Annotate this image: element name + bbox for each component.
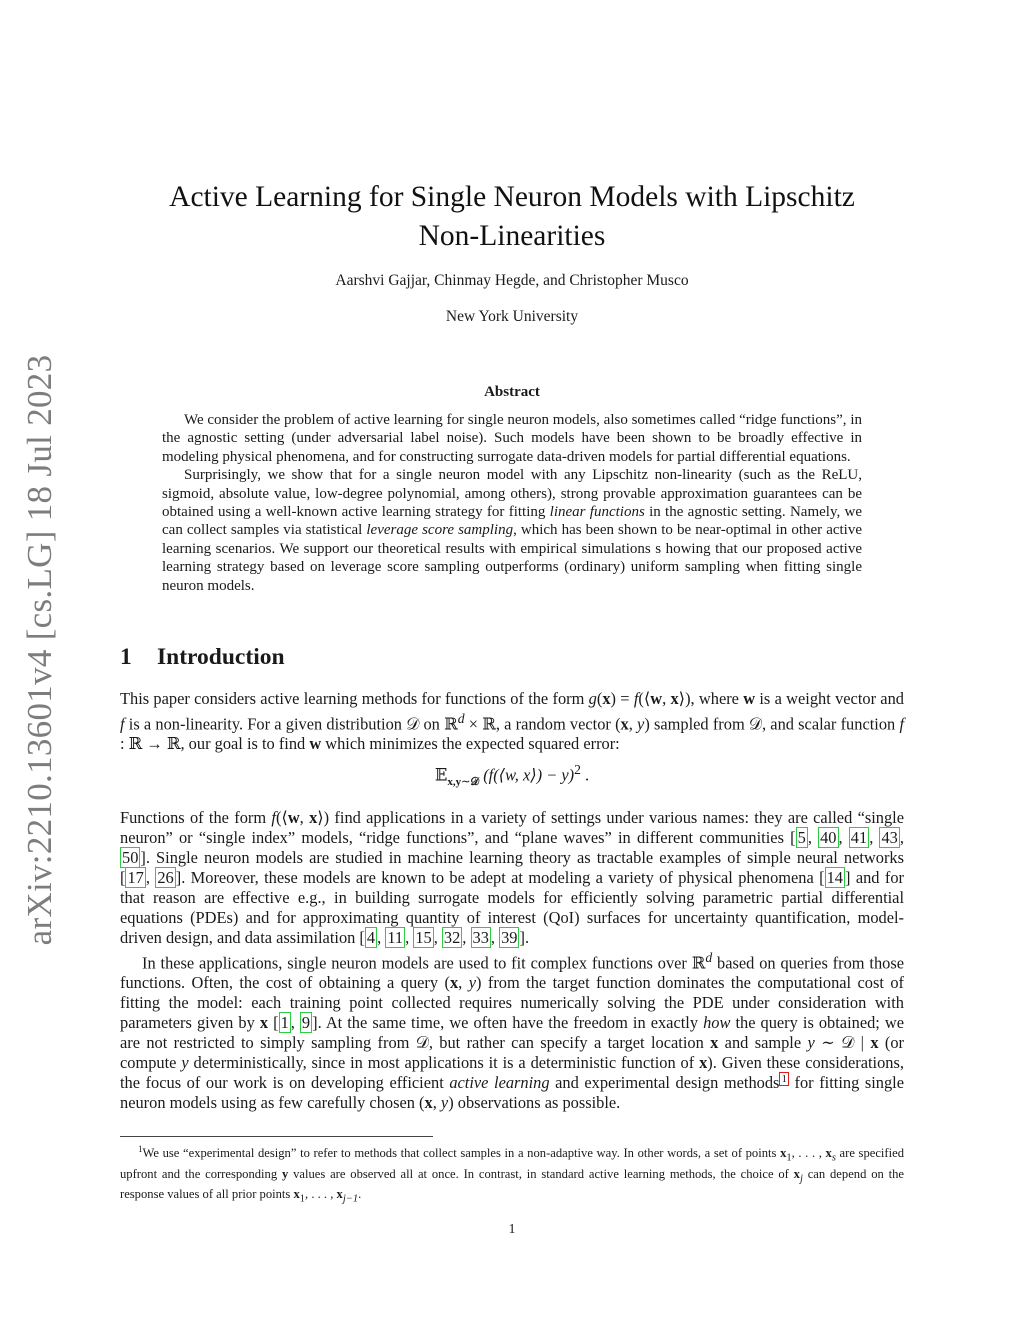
citation-link[interactable]: 1: [280, 1013, 289, 1033]
abstract-paragraph-2: Surprisingly, we show that for a single neuron model with any Lipschitz non-linearity (such as the ReLU, sigmoid, absolute value, low-degree polynomial, among others), strong provable approximation guarantees can be obtained using a well-known active learning strategy for fitting linear functions in the agnostic setting. Namely, we can collect samples via statistical leverage score sampling, which has been shown to be near-optimal in other active learning scenarios. We support our theoretical results with empirical simulations s howing that our proposed active learning strategy based on leverage score sampling outperforms (ordinary) uniform sampling when fitting single neuron models.: [162, 467, 863, 594]
emph-linear-functions: linear functions: [549, 504, 645, 521]
intro-paragraph-2: Functions of the form f(⟨w, x⟩) find applications in a variety of settings under various names: they are called “single neuron” or “single index” models, “ridge functions”, and “plane waves” in different communities [ 5 , 40 , 41 , 43 , 50 ]. Single neuron models are studied in machine learning theory as tractable examples of simple neural networks [ 17 , 26 ]. Moreover, these models are known to be adept at modeling a variety of physical phenomena [ 14 ] and for that reason are effective e.g., in building surrogate models for efficiently solving parametric partial differential equations (PDEs) and for approximating quantity of interest (QoI) surfaces for uncertainty quantification, model-driven design, and data assimilation [ 4 , 11 , 15 , 32 , 33 , 39 ].: [120, 808, 904, 947]
section-heading-introduction: [120, 644, 285, 671]
citation-link[interactable]: 17: [127, 868, 144, 887]
citation-link[interactable]: 5: [797, 828, 806, 847]
emph-leverage-score-sampling: leverage score sampling: [366, 522, 514, 539]
citation-link[interactable]: 14: [826, 868, 843, 887]
citation-link[interactable]: 4: [366, 928, 376, 947]
citation-link[interactable]: 50: [122, 848, 139, 867]
citation-link[interactable]: 41: [850, 828, 868, 847]
citation-link[interactable]: 9: [301, 1013, 311, 1033]
citation-link[interactable]: 11: [387, 928, 404, 947]
title-line-1: Active Learning for Single Neuron Models with Lipschitz: [169, 181, 855, 213]
citation-link[interactable]: 39: [501, 928, 518, 947]
intro-paragraph-1: This paper considers active learning methods for functions of the form g(x) = f(⟨w, x⟩), where w is a weight vector and f is a non-linearity. For a given distribution 𝒟 on ℝ$^d$ × ℝ, a random vector (x, y) sampled from 𝒟, and scalar function f : ℝ → ℝ, our goal is to find w which minimizes the expected squared error:: [120, 689, 904, 754]
abstract-heading: Abstract: [484, 384, 540, 400]
abstract-paragraph-1: We consider the problem of active learning for single neuron models, also sometimes called “ridge functions”, in the agnostic setting (under adversarial label noise). Such models have been shown to be broadly effective in modeling physical phenomena, and for constructing surrogate data-driven models for partial differential equations.: [162, 412, 862, 465]
author-list: Aarshvi Gajjar, Chinmay Hegde, and Christopher Musco: [335, 272, 689, 289]
paper-title: [120, 178, 904, 256]
expected-error-equation: 𝔼$_{x,y\sim 𝒟}$ (f(⟨w, x⟩) − y)$^2$ .: [434, 762, 590, 788]
affiliation: New York University: [445, 308, 579, 325]
section-title: Introduction: [157, 644, 285, 670]
citation-link[interactable]: 40: [820, 828, 837, 847]
intro-body: [120, 808, 904, 1113]
citation-link[interactable]: 32: [443, 928, 461, 947]
citation-link[interactable]: 43: [881, 828, 898, 847]
page-number: 1: [508, 1222, 516, 1237]
footnote-mark: 1: [138, 1144, 143, 1154]
footnote-divider: [120, 1136, 433, 1137]
footnote-1: $^1$We use “experimental design” to refer to methods that collect samples in a non-adaptive way. In other words, a set of points $x_1$, . . . , $x_s$ are specified upfront and the corresponding y values are observed all at once. In contrast, in standard active learning methods, the choice of $x_j$ can depend on the response values of all prior points $x_1$, . . . , $x_{j-1}$.: [120, 1144, 904, 1205]
footnote-reference-link[interactable]: 1: [781, 1073, 787, 1085]
section-number: 1: [120, 644, 132, 670]
citation-link[interactable]: 26: [157, 868, 174, 887]
intro-paragraph-3: In these applications, single neuron models are used to fit complex functions over ℝ$^d$ based on queries from those functions. Often, the cost of obtaining a query (x, y) from the target function dominates the computational cost of fitting the model: each training point collected requires numerically solving the PDE under consideration with parameters given by x [ 1 , 9 ]. At the same time, we often have the freedom in exactly how the query is obtained; we are not restricted to simply sampling from 𝒟, but rather can specify a target location x and sample y ∼ 𝒟 | x (or compute y deterministically, since in most applications it is a deterministic function of x). Given these considerations, the focus of our work is on developing efficient active learning and experimental design methods $^1$ for fitting single neuron models using as few carefully chosen (x, y) observations as possible.: [120, 950, 905, 1113]
title-line-2: Non-Linearities: [418, 220, 606, 252]
abstract-body: [162, 411, 862, 595]
citation-link[interactable]: 15: [415, 928, 432, 947]
citation-link[interactable]: 33: [472, 928, 489, 947]
arxiv-id-text: arXiv:2210.13601v4 [cs.LG] 18 Jul 2023: [20, 354, 59, 946]
